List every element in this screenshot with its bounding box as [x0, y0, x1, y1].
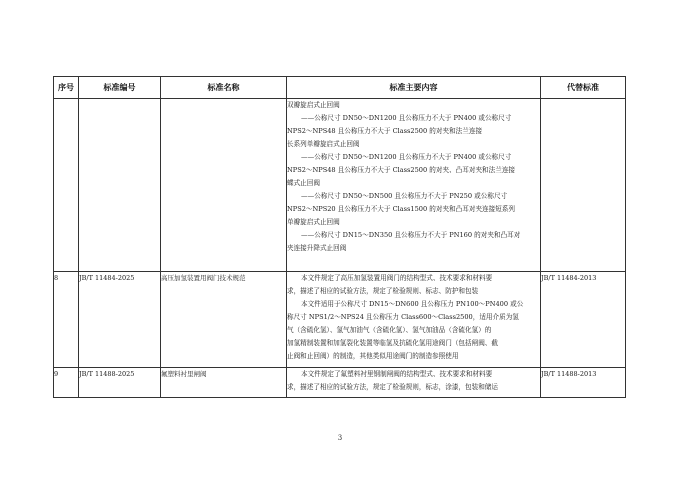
cell-seq-empty: [54, 99, 79, 272]
table-row: [54, 272, 626, 368]
content-line: 长系列单瓣旋启式止回阀: [287, 140, 360, 148]
header-replaces: 代替标准: [541, 77, 626, 99]
content-line: 双瓣旋启式止回阀: [287, 101, 340, 109]
cell-content-continuation: [287, 99, 541, 272]
page-number: 3: [337, 434, 343, 442]
table-row-continuation: [54, 99, 626, 272]
content-line: 加氢精制装置和加氢裂化装置等临氢及抗硫化氢用途阀门（包括闸阀、截: [287, 339, 498, 347]
content-line: 夹连接升降式止回阀: [287, 244, 347, 252]
cell-replaces: JB/T 11488-2013: [541, 368, 626, 398]
content-line: 本文件规定了高压加氢装置用阀门的结构型式、技术要求和材料要: [301, 274, 493, 282]
content-line: 本文件规定了氟塑料衬里钢制闸阀的结构型式、技术要求和材料要: [301, 370, 493, 378]
cell-std-name: 高压加氢装置用阀门技术规范: [161, 272, 287, 368]
table-header-row: [54, 77, 626, 99]
cell-std-name: 氟塑料衬里闸阀: [161, 368, 287, 398]
content-line: NPS2～NPS20 且公称压力不大于 Class1500 的对夹和凸耳对夹连接短系列: [287, 205, 516, 213]
table-row: [54, 368, 626, 398]
content-line: ——公称尺寸 DN50～DN500 且公称压力不大于 PN250 或公称尺寸: [301, 192, 508, 200]
content-line: 称尺寸 NPS1/2～NPS24 且公称压力 Class600～Class2500，适用介质为氢: [287, 313, 519, 321]
header-content: 标准主要内容: [287, 77, 541, 99]
cell-std-name-empty: [161, 99, 287, 272]
content-line: ——公称尺寸 DN15～DN350 且公称压力不大于 PN160 的对夹和凸耳对: [301, 231, 521, 239]
content-line: 求，描述了相应的试验方法，规定了检验规则，标志，涂漆，包装和储运: [287, 383, 498, 391]
header-std-name: 标准名称: [161, 77, 287, 99]
cell-replaces: JB/T 11484-2013: [541, 272, 626, 368]
content-line: 气（含硫化氢）、氢气加油气（含硫化氢）、氢气加油品（含硫化氢）的: [287, 326, 492, 334]
content-line: 蝶式止回阀: [287, 179, 320, 187]
content-line: NPS2～NPS48 且公称压力不大于 Class2500 的对夹和法兰连接: [287, 127, 483, 135]
header-seq: 序号: [54, 77, 79, 99]
content-line: 止阀和止回阀）的制造，其他类似用途阀门的制造参照使用: [287, 352, 459, 360]
header-std-no: 标准编号: [79, 77, 161, 99]
cell-seq: 8: [54, 272, 79, 368]
content-line: 单瓣旋启式止回阀: [287, 218, 340, 226]
standards-table: [53, 76, 626, 398]
cell-std-no: JB/T 11488-2025: [79, 368, 161, 398]
cell-seq: 9: [54, 368, 79, 398]
cell-content: [287, 368, 541, 398]
cell-content: [287, 272, 541, 368]
content-line: 求，描述了相应的试验方法，规定了检验规则、标志、防护和包装: [287, 287, 479, 295]
content-line: 本文件适用于公称尺寸 DN15～DN600 且公称压力 PN100～PN400 或公: [301, 300, 524, 308]
content-line: NPS2～NPS48 且公称压力不大于 Class2500 的对夹、凸耳对夹和法兰连接: [287, 166, 516, 174]
cell-std-no: JB/T 11484-2025: [79, 272, 161, 368]
cell-std-no-empty: [79, 99, 161, 272]
cell-replaces-empty: [541, 99, 626, 272]
content-line: ——公称尺寸 DN50～DN1200 且公称压力不大于 PN400 或公称尺寸: [301, 114, 512, 122]
content-line: ——公称尺寸 DN50～DN1200 且公称压力不大于 PN400 或公称尺寸: [301, 153, 512, 161]
